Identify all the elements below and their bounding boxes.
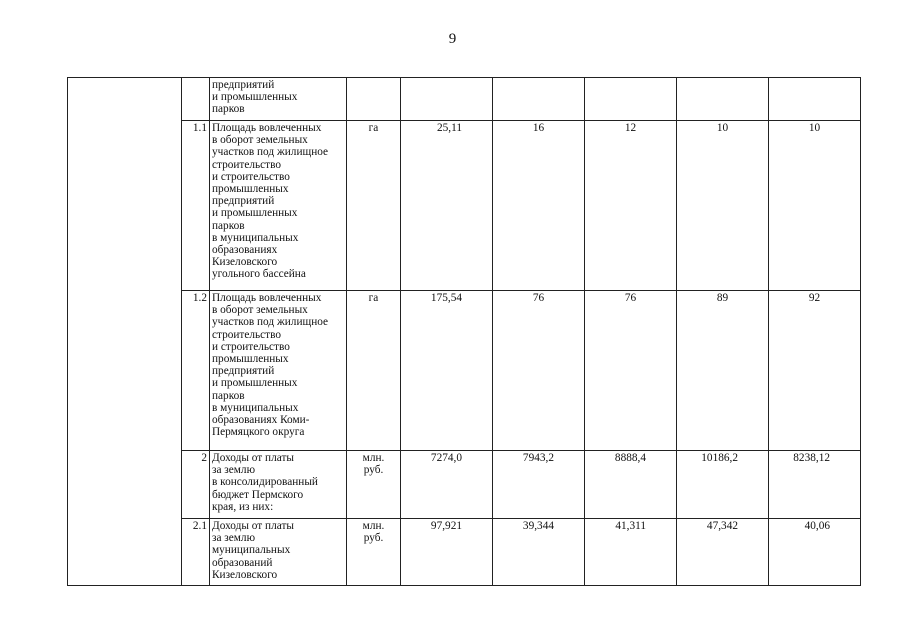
value-cell: 8238,12 bbox=[769, 451, 861, 519]
value-cell: 10 bbox=[677, 121, 769, 291]
unit-cell bbox=[347, 451, 401, 519]
value-cell bbox=[677, 78, 769, 121]
indicator-name-line: строительство bbox=[212, 158, 282, 171]
value-cell bbox=[493, 78, 585, 121]
indicator-name-line: Кизеловского bbox=[212, 568, 278, 581]
indicator-name-line: парков bbox=[212, 103, 245, 116]
indicator-name-line: Кизеловского bbox=[212, 256, 278, 269]
table-row bbox=[68, 291, 861, 451]
value-cell: 7274,0 bbox=[401, 451, 493, 519]
value-cell: 12 bbox=[585, 121, 677, 291]
row-number-cell: 1.1 bbox=[182, 121, 210, 291]
value-cell: 40,06 bbox=[769, 519, 861, 586]
value-cell: 97,921 bbox=[401, 519, 493, 586]
indicator-name-line: образованиях Коми- bbox=[212, 414, 310, 427]
unit-line: га bbox=[368, 122, 379, 134]
indicator-name-line: Доходы от платы bbox=[212, 452, 294, 464]
indicator-name-line: в консолидированный bbox=[212, 476, 318, 489]
indicator-name-line: и строительство bbox=[212, 340, 290, 353]
indicator-name-line: Площадь вовлеченных bbox=[212, 122, 322, 134]
indicator-name-line: Пермяцкого округа bbox=[212, 426, 305, 439]
row-number-cell: 1.2 bbox=[182, 291, 210, 451]
indicator-name-line: в муниципальных bbox=[212, 231, 299, 244]
unit-line: млн. bbox=[362, 452, 385, 464]
indicator-name-line: промышленных bbox=[212, 353, 289, 366]
table-row bbox=[68, 121, 861, 291]
table-row bbox=[68, 519, 861, 586]
value-cell: 47,342 bbox=[677, 519, 769, 586]
indicator-name-line: парков bbox=[212, 389, 245, 402]
indicator-name-line: участков под жилищное bbox=[212, 316, 329, 329]
indicator-name-line: и промышленных bbox=[212, 91, 298, 104]
table-row bbox=[68, 451, 861, 519]
unit-cell bbox=[347, 121, 401, 291]
row-number-cell bbox=[182, 78, 210, 121]
indicator-name-cell bbox=[210, 519, 347, 586]
indicator-name-line: муниципальных bbox=[212, 544, 291, 557]
indicator-name-line: Доходы от платы bbox=[212, 520, 294, 532]
unit-line: руб. bbox=[363, 464, 384, 477]
indicator-name-cell bbox=[210, 121, 347, 291]
unit-line: млн. bbox=[362, 520, 385, 532]
indicator-name-line: и строительство bbox=[212, 170, 290, 183]
indicator-name-line: в оборот земельных bbox=[212, 134, 308, 147]
indicator-name-cell bbox=[210, 291, 347, 451]
indicator-name-line: за землю bbox=[212, 532, 256, 545]
value-cell: 39,344 bbox=[493, 519, 585, 586]
indicator-name-line: в муниципальных bbox=[212, 401, 299, 414]
indicator-name-line: предприятий bbox=[212, 365, 275, 378]
indicator-name-line: парков bbox=[212, 219, 245, 232]
value-cell: 92 bbox=[769, 291, 861, 451]
indicator-table bbox=[67, 77, 861, 586]
row-number-cell: 2 bbox=[182, 451, 210, 519]
indicator-name-line: образований bbox=[212, 556, 273, 569]
indicator-name-line: Площадь вовлеченных bbox=[212, 292, 322, 304]
value-cell: 76 bbox=[585, 291, 677, 451]
indicator-name-line: предприятий bbox=[212, 195, 275, 208]
value-cell bbox=[585, 78, 677, 121]
indicator-name-cell bbox=[210, 78, 347, 121]
value-cell: 175,54 bbox=[401, 291, 493, 451]
indicator-name-line: и промышленных bbox=[212, 377, 298, 390]
blank-left-cell bbox=[68, 78, 182, 586]
indicator-name-cell bbox=[210, 451, 347, 519]
value-cell bbox=[401, 78, 493, 121]
unit-cell bbox=[347, 519, 401, 586]
unit-line: руб. bbox=[363, 532, 384, 545]
indicator-name-line: края, из них: bbox=[212, 500, 274, 513]
unit-line: га bbox=[368, 292, 379, 304]
value-cell: 41,311 bbox=[585, 519, 677, 586]
indicator-name-line: участков под жилищное bbox=[212, 146, 329, 159]
indicator-name-line: бюджет Пермского bbox=[212, 488, 304, 501]
row-number-cell: 2.1 bbox=[182, 519, 210, 586]
value-cell: 10 bbox=[769, 121, 861, 291]
value-cell: 7943,2 bbox=[493, 451, 585, 519]
value-cell: 25,11 bbox=[401, 121, 493, 291]
value-cell: 16 bbox=[493, 121, 585, 291]
table-row bbox=[68, 78, 861, 121]
indicator-name-line: образованиях bbox=[212, 244, 278, 257]
indicator-name-line: строительство bbox=[212, 328, 282, 341]
value-cell: 8888,4 bbox=[585, 451, 677, 519]
value-cell: 76 bbox=[493, 291, 585, 451]
unit-cell bbox=[347, 291, 401, 451]
value-cell: 10186,2 bbox=[677, 451, 769, 519]
page-number: 9 bbox=[448, 31, 457, 47]
indicator-name-line: в оборот земельных bbox=[212, 304, 308, 317]
indicator-name-line: предприятий bbox=[212, 79, 275, 91]
indicator-name-line: угольного бассейна bbox=[212, 268, 306, 281]
indicator-name-line: за землю bbox=[212, 464, 256, 477]
indicator-name-line: промышленных bbox=[212, 183, 289, 196]
value-cell bbox=[769, 78, 861, 121]
indicator-name-line: и промышленных bbox=[212, 207, 298, 220]
value-cell: 89 bbox=[677, 291, 769, 451]
unit-cell bbox=[347, 78, 401, 121]
